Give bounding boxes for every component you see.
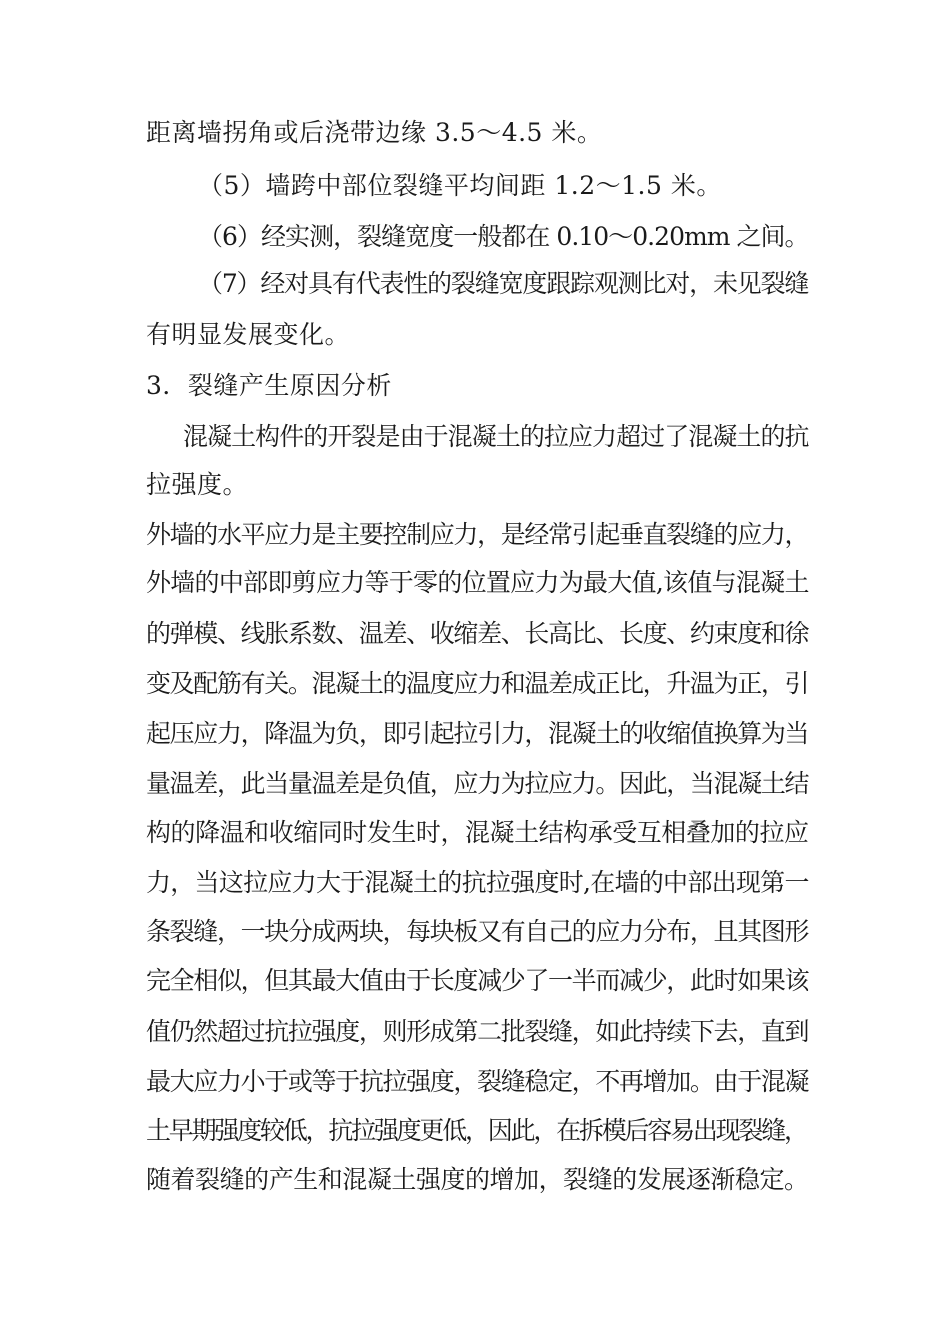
paragraph-2-line-5: 起压应力，降温为负，即引起拉引力，混凝土的收缩值换算为当	[146, 719, 809, 748]
paragraph-2-line-7: 构的降温和收缩同时发生时，混凝土结构承受互相叠加的拉应	[146, 818, 809, 847]
paragraph-2-line-2: 外墙的中部即剪应力等于零的位置应力为最大值,该值与混凝土	[146, 568, 809, 597]
list-item-5: （5）墙跨中部位裂缝平均间距 1.2～1.5 米。	[198, 171, 722, 200]
list-item-7-continued: 有明显发展变化。	[146, 320, 351, 349]
paragraph-2-line-14: 随着裂缝的产生和混凝土强度的增加，裂缝的发展逐渐稳定。	[146, 1165, 809, 1194]
list-item-6: （6）经实测，裂缝宽度一般都在 0.10～0.20mm 之间。	[198, 222, 809, 251]
paragraph-2-line-8: 力，当这拉应力大于混凝土的抗拉强度时,在墙的中部出现第一	[146, 868, 809, 897]
paragraph-2-line-9: 条裂缝，一块分成两块，每块板又有自己的应力分布，且其图形	[146, 917, 809, 946]
paragraph-1-line-2: 拉强度。	[146, 470, 249, 499]
paragraph-2-line-1: 外墙的水平应力是主要控制应力，是经常引起垂直裂缝的应力，	[146, 520, 809, 549]
section-heading: 3．裂缝产生原因分析	[146, 371, 392, 400]
paragraph-2-line-11: 值仍然超过抗拉强度，则形成第二批裂缝，如此持续下去，直到	[146, 1017, 809, 1046]
paragraph-2-line-4: 变及配筋有关。混凝土的温度应力和温差成正比，升温为正，引	[146, 669, 809, 698]
text-line-1: 距离墙拐角或后浇带边缘 3.5～4.5 米。	[146, 118, 603, 147]
list-item-7: （7）经对具有代表性的裂缝宽度跟踪观测比对，未见裂缝	[198, 269, 809, 298]
paragraph-2-line-12: 最大应力小于或等于抗拉强度，裂缝稳定，不再增加。由于混凝	[146, 1067, 809, 1096]
paragraph-2-line-6: 量温差，此当量温差是负值，应力为拉应力。因此，当混凝土结	[146, 769, 809, 798]
paragraph-1-line-1: 混凝土构件的开裂是由于混凝土的拉应力超过了混凝土的抗	[183, 422, 809, 451]
paragraph-2-line-10: 完全相似，但其最大值由于长度减少了一半而减少，此时如果该	[146, 966, 809, 995]
paragraph-2-line-3: 的弹模、线胀系数、温差、收缩差、长高比、长度、约束度和徐	[146, 619, 809, 648]
paragraph-2-line-13: 土早期强度较低，抗拉强度更低，因此，在拆模后容易出现裂缝，	[146, 1116, 807, 1145]
